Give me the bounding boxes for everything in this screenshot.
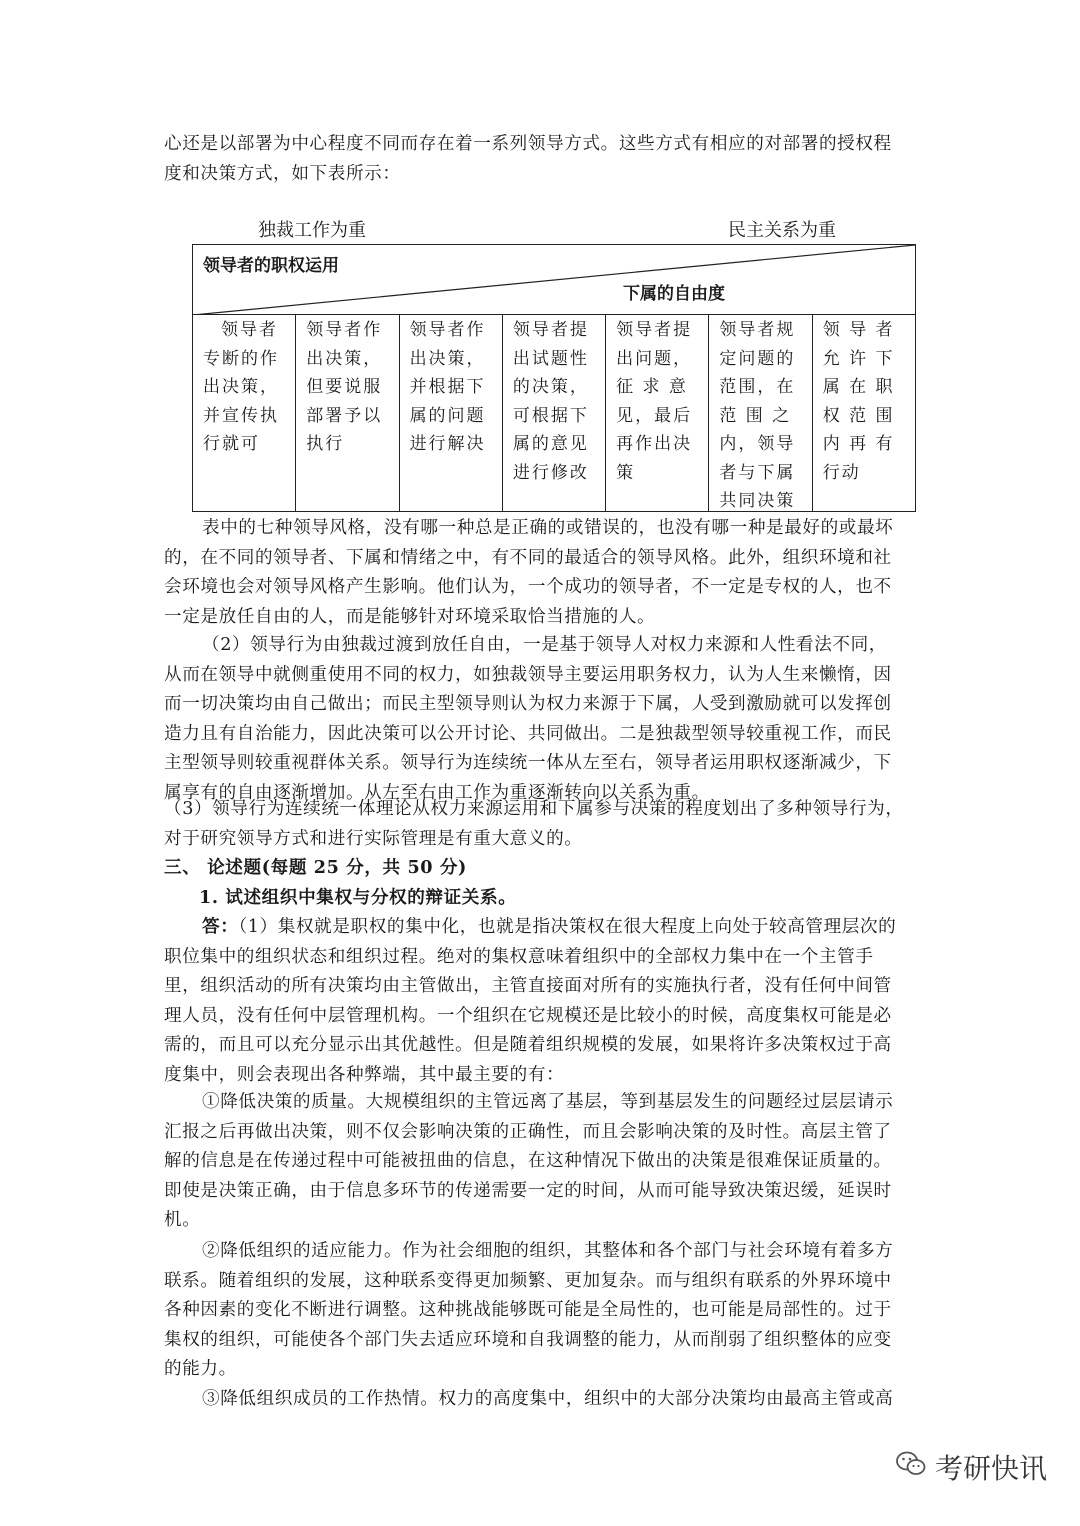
table-cell	[193, 315, 296, 511]
watermark-text: 考研快讯	[935, 1452, 1048, 1485]
table-cell	[813, 315, 915, 511]
table-cell-line: 执行	[306, 434, 345, 454]
table-cell-line: 出决策，	[203, 377, 279, 397]
answer-line	[164, 912, 916, 943]
point1-line: 机。	[164, 1210, 201, 1230]
table-cell-line: 属的问题	[409, 405, 486, 426]
point1-line: 即使是决策正确，由于信息多环节的传递需要一定的时间，从而可能导致决策迟缓，延误时	[164, 1180, 892, 1201]
table-cell-line: 定问题的	[719, 348, 796, 369]
para1-line: 一定是放任自由的人，而是能够针对环境采取恰当措施的人。	[164, 606, 656, 627]
table-cell-line: 权 范 围	[822, 405, 895, 426]
table-cell-line: 但要说服	[306, 377, 383, 397]
table-cell-line: 进行修改	[512, 462, 589, 483]
para3-line: （3）领导行为连续统一体理论从权力来源运用和下属参与决策的程度划出了多种领导行为，	[164, 799, 904, 819]
table-cell-line: 领 导 者	[822, 320, 895, 340]
answer-line: 度集中，则会表现出各种弊端，其中最主要的有：	[164, 1064, 565, 1085]
table-cell-line: 征 求 意	[616, 377, 688, 397]
table-cell-line: 领导者作	[306, 320, 383, 340]
header-subordinate-freedom: 下属的自由度	[623, 284, 725, 304]
table-cell-line: 并根据下	[409, 377, 486, 397]
watermark	[895, 1447, 1047, 1487]
table-header-diagonal	[193, 245, 915, 315]
paragraph-transition	[164, 631, 916, 808]
answer-line: 需的，而且可以充分显示出其优越性。但是随着组织规模的发展，如果将许多决策权过于高	[164, 1035, 892, 1055]
table-cell	[296, 315, 399, 511]
point2-line: ②降低组织的适应能力。作为社会细胞的组织，其整体和各个部门与社会环境有着多方	[202, 1241, 894, 1261]
point2-line: 联系。随着组织的发展，这种联系变得更加频繁、更加复杂。而与组织有联系的外界环境中	[164, 1270, 892, 1291]
table-cell-line: 领导者规	[719, 320, 796, 340]
table-cell-line: 属 在 职	[822, 377, 895, 397]
table-cell	[606, 315, 709, 511]
table-cell-line: 领导者	[221, 320, 278, 340]
para1-line: 会环境也会对领导风格产生影响。他们认为，一个成功的领导者，不一定是专权的人，也不	[164, 577, 892, 597]
header-authority-use: 领导者的职权运用	[203, 256, 339, 276]
table-cell-line: 领导者提	[512, 320, 589, 340]
table-cell-line: 范围，在	[719, 377, 796, 397]
paragraph-styles-summary	[164, 514, 916, 632]
answer-label: 答：	[202, 916, 239, 937]
para2-line: （2）领导行为由独裁过渡到放任自由，一是基于领导人对权力来源和人性看法不同，	[202, 635, 887, 655]
para1-line: 表中的七种领导风格，没有哪一种总是正确的或错误的，也没有哪一种是最好的或最坏	[202, 518, 894, 538]
table-cell-line: 出试题性	[512, 348, 589, 369]
intro-line: 度和决策方式，如下表所示：	[164, 163, 401, 184]
point2-line: 集权的组织，可能使各个部门失去适应环境和自我调整的能力，从而削弱了组织整体的应变	[164, 1329, 892, 1350]
point2-line: 的能力。	[164, 1359, 237, 1379]
para3-line: 对于研究领导方式和进行实际管理是有重大意义的。	[164, 828, 583, 849]
table-cell-line: 共同决策	[719, 491, 796, 511]
table-cell-line: 属的意见	[512, 434, 589, 454]
para1-line: 的，在不同的领导者、下属和情绪之中，有不同的最适合的领导风格。此外，组织环境和社	[164, 547, 892, 568]
point-2-paragraph	[164, 1237, 916, 1385]
table-cell-line: 内，领导	[719, 434, 796, 454]
intro-line: 心还是以部署为中心程度不同而存在着一系列领导方式。这些方式有相应的对部署的授权程	[164, 134, 892, 154]
table-cell-line: 的决策，	[512, 377, 589, 397]
table-cell-line: 出问题，	[616, 348, 693, 369]
para2-line: 造力且有自治能力，因此决策可以公开讨论、共同做出。二是独裁型领导较重视工作，而民	[164, 723, 892, 744]
table-cell-line: 行动	[822, 462, 861, 483]
table-cell-line: 见，最后	[616, 405, 693, 426]
table-cell	[709, 315, 812, 511]
point3-line: ③降低组织成员的工作热情。权力的高度集中，组织中的大部分决策均由最高主管或高	[202, 1389, 894, 1409]
point-3-paragraph	[164, 1385, 916, 1415]
wechat-icon	[895, 1450, 927, 1485]
answer-paragraph	[164, 912, 916, 1090]
table-left-caption: 独裁工作为重	[258, 220, 366, 241]
table-cell	[503, 315, 606, 511]
answer-first-line-text: （1）集权就是职权的集中化，也就是指决策权在很大程度上向处于较高管理层次的	[238, 917, 897, 937]
table-cell-line: 行就可	[203, 434, 260, 454]
table-cell-line: 者与下属	[719, 462, 796, 483]
para2-line: 主型领导则较重视群体关系。领导行为连续统一体从左至右，领导者运用职权逐渐减少，下	[164, 753, 892, 773]
point2-line: 各种因素的变化不断进行调整。这种挑战能够既可能是全局性的，也可能是局部性的。过于	[164, 1300, 892, 1320]
paragraph-significance	[164, 795, 916, 854]
point1-line: ①降低决策的质量。大规模组织的主管远离了基层，等到基层发生的问题经过层层请示	[202, 1092, 894, 1112]
para2-line: 而一切决策均由自己做出；而民主型领导则认为权力来源于下属，人受到激励就可以发挥创	[164, 694, 892, 714]
section-heading: 三、 论述题(每题 25 分，共 50 分)	[164, 857, 467, 878]
table-cell-line: 专断的作	[203, 348, 279, 369]
table-cell-line: 内 再 有	[822, 434, 895, 454]
table-cell-line: 部署予以	[306, 405, 383, 426]
table-cells-row	[193, 315, 915, 511]
table-cell-line: 可根据下	[512, 405, 589, 426]
leadership-continuum-table	[192, 244, 916, 512]
table-cell-line: 领导者作	[409, 320, 486, 340]
table-right-caption: 民主关系为重	[728, 220, 836, 241]
table-cell-line: 再作出决	[616, 434, 693, 454]
question-title: 1. 试述组织中集权与分权的辩证关系。	[199, 887, 517, 908]
table-cell-line: 范 围 之	[719, 405, 792, 426]
table-cell-line: 进行解决	[409, 434, 486, 454]
table-cell	[400, 315, 503, 511]
answer-line: 理人员，没有任何中层管理机构。一个组织在它规模还是比较小的时候，高度集权可能是必	[164, 1005, 892, 1026]
table-cell-line: 出决策，	[306, 348, 383, 369]
table-cell-line: 并宣传执	[203, 405, 279, 426]
para2-line: 属享有的自由逐渐增加。从左至右由工作为重逐渐转向以关系为重。	[164, 782, 710, 803]
answer-line: 职位集中的组织状态和组织过程。绝对的集权意味着组织中的全部权力集中在一个主管手	[164, 946, 874, 967]
para2-line: 从而在领导中就侧重使用不同的权力，如独裁领导主要运用职务权力，认为人生来懒惰，因	[164, 664, 892, 685]
answer-line: 里，组织活动的所有决策均由主管做出，主管直接面对所有的实施执行者，没有任何中间管	[164, 976, 892, 996]
point-1-paragraph	[164, 1088, 916, 1236]
intro-paragraph	[164, 130, 916, 189]
table-cell-line: 策	[616, 462, 636, 483]
point1-line: 解的信息是在传递过程中可能被扭曲的信息，在这种情况下做出的决策是很难保证质量的。	[164, 1151, 892, 1171]
table-cell-line: 出决策，	[409, 348, 486, 369]
table-cell-line: 领导者提	[616, 320, 693, 340]
point1-line: 汇报之后再做出决策，则不仅会影响决策的正确性，而且会影响决策的及时性。高层主管了	[164, 1121, 892, 1142]
table-cell-line: 允 许 下	[822, 348, 895, 369]
